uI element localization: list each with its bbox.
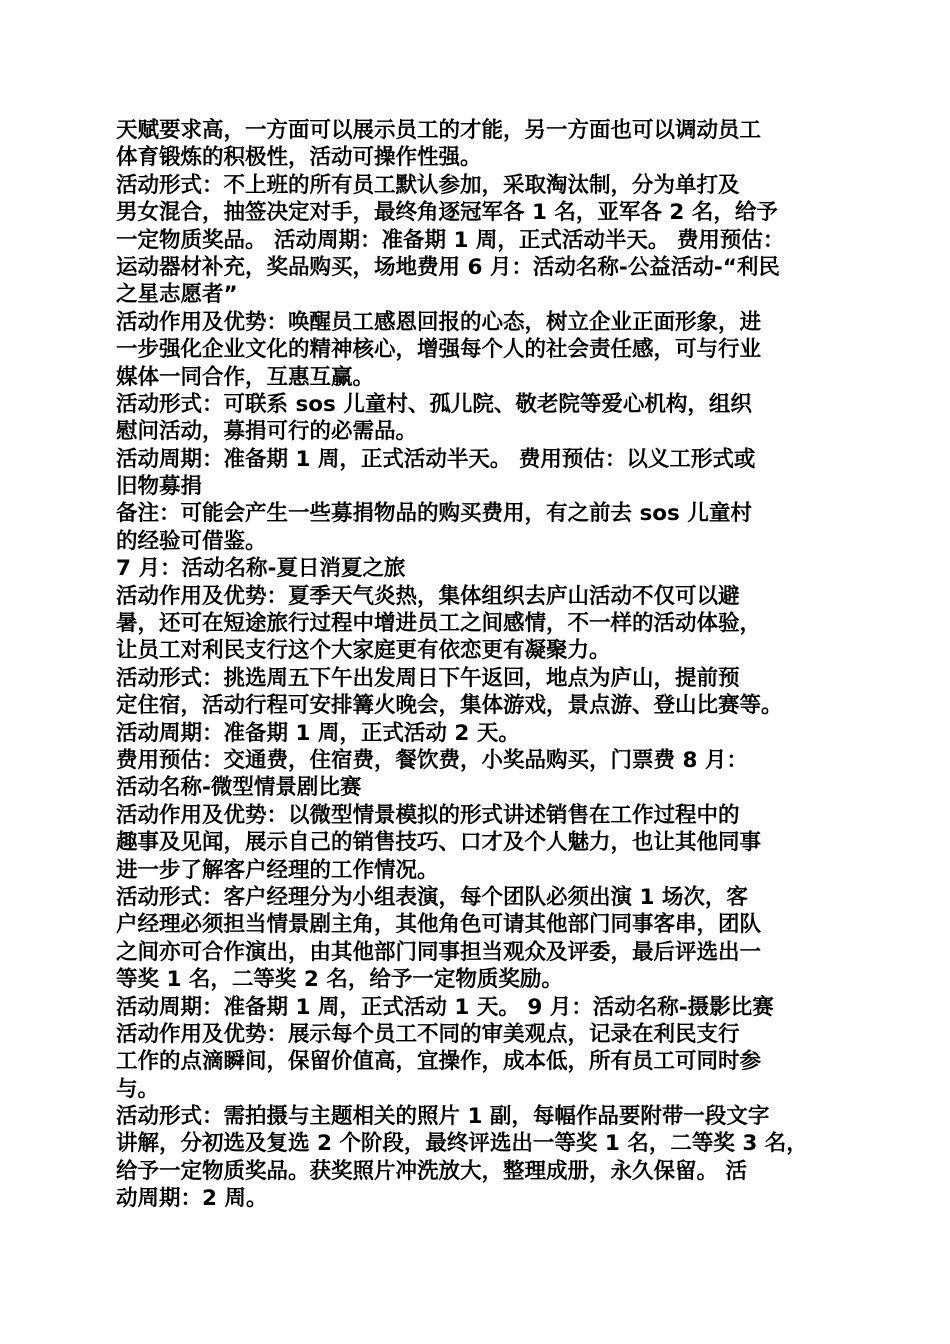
text-line: 慰问活动，募捐可行的必需品。: [116, 419, 418, 445]
text-line: 活动形式：挑选周五下午出发周日下午返回，地点为庐山，提前预: [116, 665, 740, 691]
text-line: 备注：可能会产生一些募捐物品的购买费用，有之前去 sos 儿童村: [116, 501, 752, 527]
text-line: 工作的点滴瞬间，保留价值高，宜操作，成本低，所有员工可同时参: [116, 1049, 762, 1075]
text-line: 进一步了解客户经理的工作情况。: [116, 857, 439, 883]
text-line: 运动器材补充，奖品购买，场地费用 6 月：活动名称-公益活动-“利民: [116, 254, 780, 280]
text-line: 讲解，分初选及复选 2 个阶段，最终评选出一等奖 1 名，二等奖 3 名，: [116, 1131, 808, 1157]
text-line: 活动作用及优势：展示每个员工不同的审美观点，记录在利民支行: [116, 1021, 740, 1047]
text-line: 旧物募捐: [116, 474, 203, 500]
text-line: 定住宿，活动行程可安排篝火晚会，集体游戏，景点游、登山比赛等。: [116, 693, 783, 719]
text-line: 户经理必须担当情景剧主角，其他角色可请其他部门同事客串，团队: [116, 912, 762, 938]
text-line: 之间亦可合作演出，由其他部门同事担当观众及评委，最后评选出一: [116, 939, 762, 965]
text-line: 媒体一同合作，互惠互赢。: [116, 364, 375, 390]
text-line: 男女混合，抽签决定对手，最终角逐冠军各 1 名，亚军各 2 名，给予: [116, 200, 778, 226]
text-line: 的经验可借鉴。: [116, 528, 267, 554]
text-line: 一步强化企业文化的精神核心，增强每个人的社会责任感，可与行业: [116, 337, 762, 363]
text-line: 费用预估：交通费，住宿费，餐饮费，小奖品购买，门票费 8 月：: [116, 747, 748, 773]
text-line: 活动名称-微型情景剧比赛: [116, 775, 362, 801]
text-line: 等奖 1 名，二等奖 2 名，给予一定物质奖励。: [116, 967, 563, 993]
text-line: 活动周期：准备期 1 周，正式活动 1 天。 9 月：活动名称-摄影比赛: [116, 994, 774, 1020]
text-line: 之星志愿者”: [116, 282, 238, 308]
text-line: 天赋要求高，一方面可以展示员工的才能，另一方面也可以调动员工: [116, 118, 762, 143]
text-line: 7 月：活动名称-夏日消夏之旅: [116, 556, 406, 582]
text-line: 给予一定物质奖品。获奖照片冲洗放大，整理成册，永久保留。 活: [116, 1158, 747, 1184]
text-line: 活动作用及优势：以微型情景模拟的形式讲述销售在工作过程中的: [116, 802, 740, 828]
text-line: 活动形式：客户经理分为小组表演，每个团队必须出演 1 场次，客: [116, 884, 748, 910]
document-body: [116, 117, 846, 1213]
text-line: 活动形式：需拍摄与主题相关的照片 1 副，每幅作品要附带一段文字: [116, 1104, 770, 1130]
text-line: 活动形式：可联系 sos 儿童村、孤儿院、敬老院等爱心机构，组织: [116, 391, 752, 417]
text-line: 活动周期：准备期 1 周，正式活动半天。 费用预估：以义工形式或: [116, 446, 756, 472]
text-line: 与。: [116, 1076, 160, 1102]
text-line: 趣事及见闻，展示自己的销售技巧、口才及个人魅力，也让其他同事: [116, 830, 762, 856]
text-line: 活动周期：准备期 1 周，正式活动 2 天。: [116, 720, 520, 746]
text-line: 活动作用及优势：唤醒员工感恩回报的心态，树立企业正面形象，进: [116, 309, 762, 335]
text-line: 活动形式：不上班的所有员工默认参加，采取淘汰制，分为单打及: [116, 172, 740, 198]
text-line: 活动作用及优势：夏季天气炎热，集体组织去庐山活动不仅可以避: [116, 583, 740, 609]
text-line: 一定物质奖品。 活动周期：准备期 1 周，正式活动半天。 费用预估：: [116, 227, 785, 253]
text-line: 暑，还可在短途旅行过程中增进员工之间感情，不一样的活动体验，: [116, 611, 762, 637]
text-line: 让员工对利民支行这个大家庭更有依恋更有凝聚力。: [116, 638, 611, 664]
text-line: 动周期：2 周。: [116, 1186, 268, 1212]
text-line: 体育锻炼的积极性，活动可操作性强。: [116, 145, 482, 171]
